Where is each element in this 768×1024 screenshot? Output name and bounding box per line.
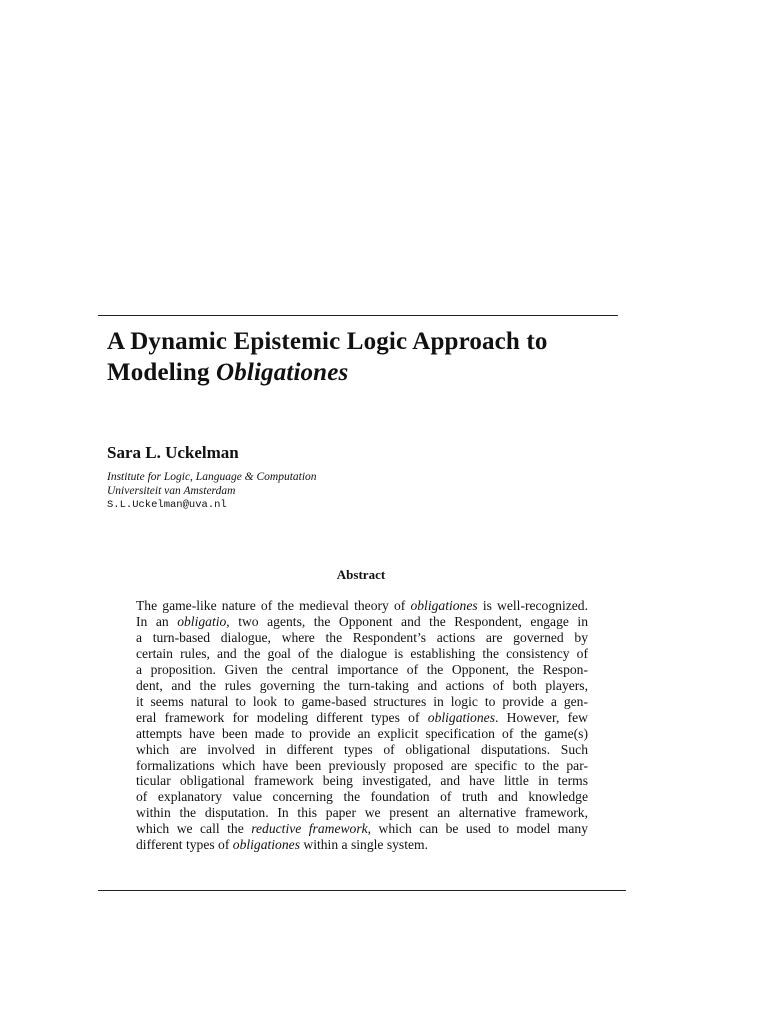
abstract-line <box>136 662 588 678</box>
abstract-text: a turn-based dialogue, where the Respondent’s actions are governed by <box>136 629 588 645</box>
abstract-line <box>136 646 588 662</box>
abstract-italic-term: reductive framework <box>251 821 368 837</box>
abstract-line <box>136 789 588 805</box>
abstract-italic-term: obligationes <box>427 709 495 725</box>
abstract-text: a proposition. Given the central importance of the Opponent, the Respon- <box>136 661 588 677</box>
abstract-text: within the disputation. In this paper we present an alternative framework, <box>136 805 588 821</box>
abstract-text: attempts have been made to provide an explicit specification of the game(s) <box>136 725 588 741</box>
abstract-line <box>136 773 588 789</box>
abstract-heading: Abstract <box>336 567 386 582</box>
author-name: Sara L. Uckelman <box>107 443 239 462</box>
abstract-italic-term: obligationes <box>232 837 300 853</box>
bottom-rule <box>98 890 626 891</box>
abstract-text: within a single system. <box>299 837 428 853</box>
abstract-text: formalizations which have been previously proposed are specific to the par- <box>136 757 588 773</box>
abstract-text: , two agents, the Opponent and the Respondent, engage in <box>226 613 588 629</box>
abstract-text: of explanatory value concerning the foundation of truth and knowledge <box>136 789 588 805</box>
abstract-line <box>136 758 588 774</box>
abstract-text: certain rules, and the goal of the dialogue is establishing the consistency of <box>136 645 588 661</box>
abstract-line <box>136 710 588 726</box>
abstract-text: which we call the <box>136 821 252 837</box>
abstract-line <box>136 694 588 710</box>
abstract-text: which are involved in different types of obligational disputations. Such <box>136 741 588 757</box>
abstract-line <box>136 678 588 694</box>
abstract-line <box>136 837 588 853</box>
abstract-line <box>136 821 588 837</box>
abstract-italic-term: obligationes <box>410 598 478 613</box>
abstract-line <box>136 630 588 646</box>
title-line-1: A Dynamic Epistemic Logic Approach to <box>107 328 548 355</box>
top-rule <box>98 315 618 316</box>
abstract-line <box>136 726 588 742</box>
abstract-text: different types of <box>136 837 233 853</box>
abstract-text: it seems natural to look to game-based structures in logic to provide a gen- <box>136 693 588 709</box>
abstract-line <box>136 805 588 821</box>
title-line-2: Modeling <box>107 359 216 386</box>
title-italic-term: Obligationes <box>216 359 349 386</box>
abstract-body <box>136 598 588 853</box>
abstract-text: dent, and the rules governing the turn-taking and actions of both players, <box>136 677 588 693</box>
author-email: S.L.Uckelman@uva.nl <box>107 499 227 511</box>
abstract-italic-term: obligatio <box>177 613 227 629</box>
abstract-line <box>136 614 588 630</box>
affiliation-institute: Institute for Logic, Language & Computation <box>107 471 317 483</box>
affiliation-university: Universiteit van Amsterdam <box>107 485 236 497</box>
abstract-text: is well-recognized. <box>477 598 588 613</box>
abstract-text: . However, few <box>494 709 589 725</box>
paper-title <box>107 326 627 388</box>
abstract-text: eral framework for modeling different types of <box>136 709 428 725</box>
abstract-text: In an <box>136 613 178 629</box>
abstract-text: The game-like nature of the medieval theory of <box>136 598 411 613</box>
abstract-text: , which can be used to model many <box>367 821 588 837</box>
abstract-text: ticular obligational framework being investigated, and have little in terms <box>136 773 588 789</box>
abstract-line <box>136 598 588 614</box>
abstract-line <box>136 742 588 758</box>
